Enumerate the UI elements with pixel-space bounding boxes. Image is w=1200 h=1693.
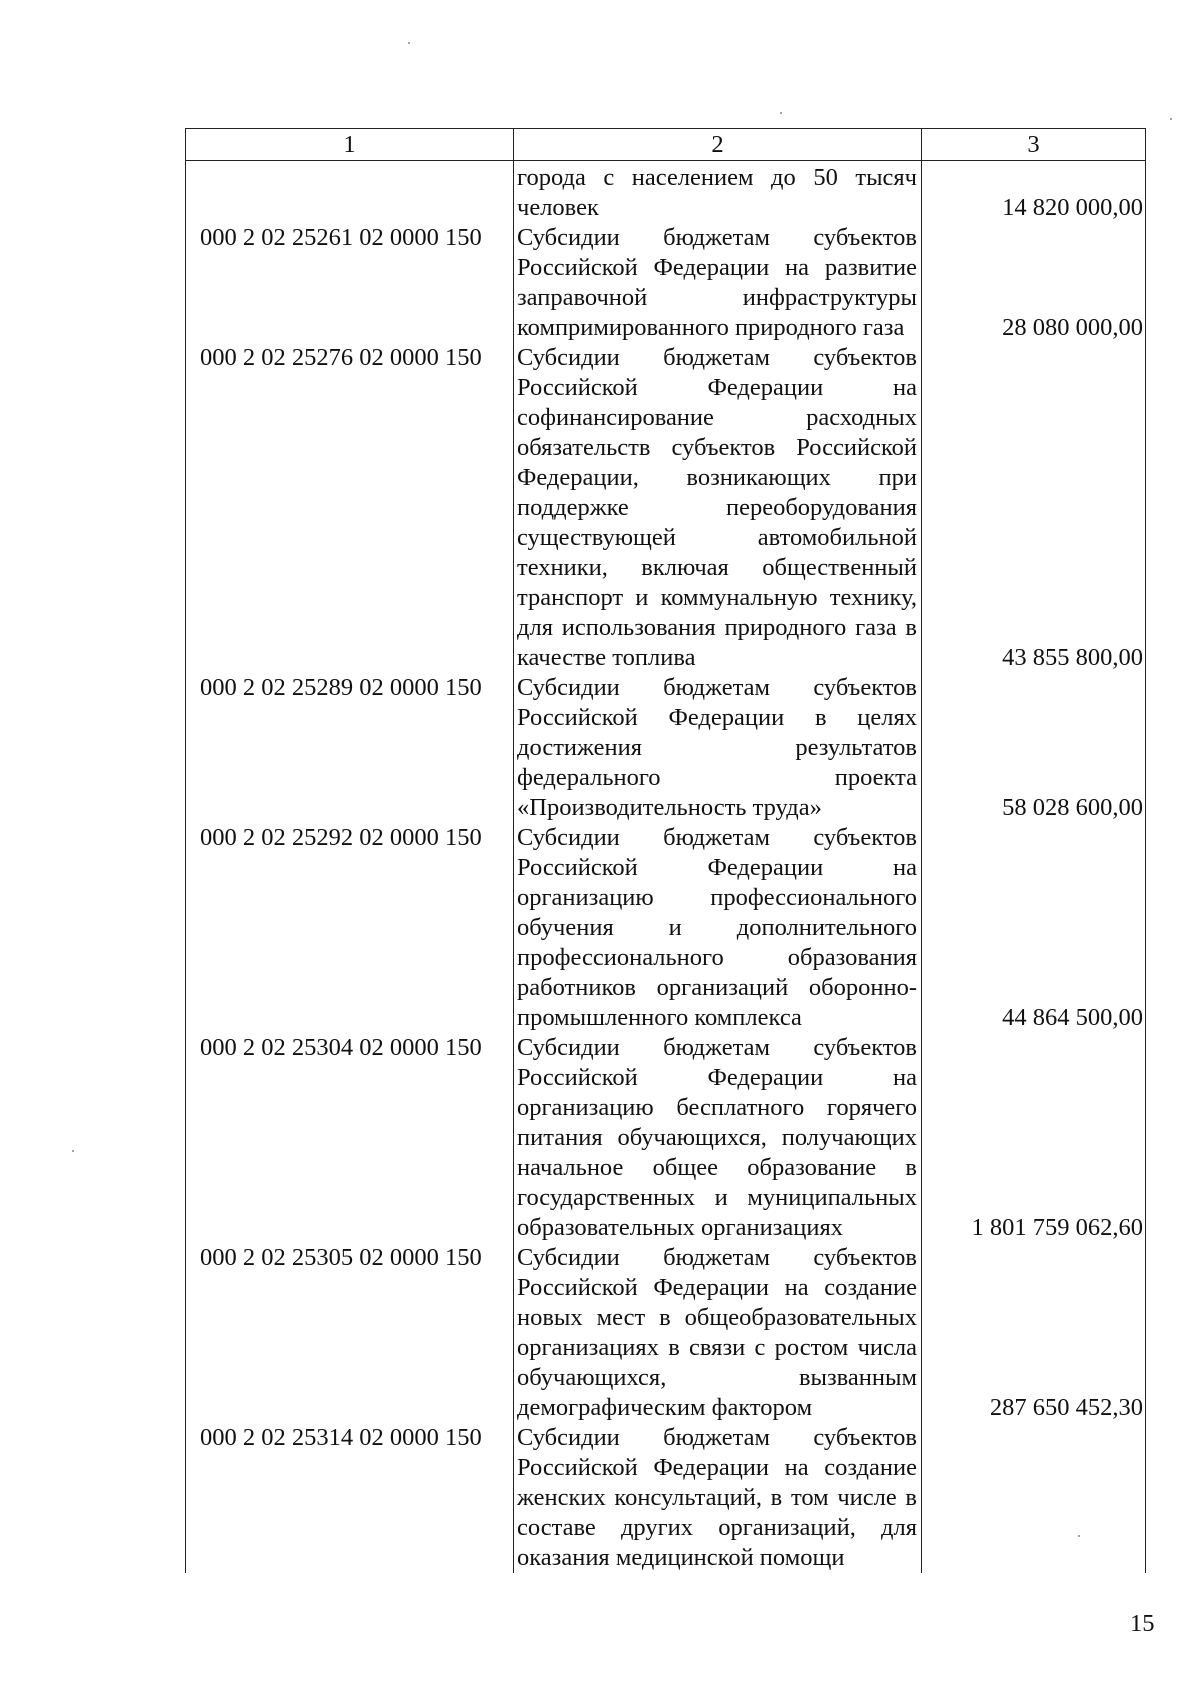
row-amount: 1 801 759 062,60 (922, 1033, 1146, 1243)
row-description: города с населением до 50 тысяч человек (514, 161, 922, 224)
column-header-1: 1 (186, 129, 514, 161)
row-amount: 14 820 000,00 (922, 161, 1146, 224)
row-description: Субсидии бюджетам субъектов Российской Федерации на создание женских консультаций, в том числе в составе других организаций, для оказания медицинской помощи (514, 1423, 922, 1573)
row-amount: 58 028 600,00 (922, 673, 1146, 823)
scan-speck (780, 112, 782, 114)
table-row (186, 343, 1146, 673)
column-header-2: 2 (514, 129, 922, 161)
table-row (186, 1423, 1146, 1573)
row-code: 000 2 02 25276 02 0000 150 (186, 343, 514, 673)
row-description: Субсидии бюджетам субъектов Российской Федерации на развитие заправочной инфраструктуры компримированного природного газа (514, 223, 922, 343)
row-description: Субсидии бюджетам субъектов Российской Федерации на создание новых мест в общеобразовательных организациях в связи с ростом числа обучающихся, вызванным демографическим фактором (514, 1243, 922, 1423)
scan-speck (1078, 1535, 1080, 1537)
row-description: Субсидии бюджетам субъектов Российской Федерации на организацию бесплатного горячего питания обучающихся, получающих начальное общее образование в государственных и муниципальных образовательных организациях (514, 1033, 922, 1243)
row-code: 000 2 02 25304 02 0000 150 (186, 1033, 514, 1243)
row-code (186, 161, 514, 224)
table-row (186, 823, 1146, 1033)
row-description: Субсидии бюджетам субъектов Российской Федерации на софинансирование расходных обязательств субъектов Российской Федерации, возникающих при поддержке переоборудования существующей автомобильной техники, включая общественный транспорт и коммунальную технику, для использования природного газа в качестве топлива (514, 343, 922, 673)
row-amount (922, 1423, 1146, 1573)
table-row (186, 223, 1146, 343)
table-row-continuation (186, 161, 1146, 224)
page-number: 15 (1130, 1610, 1155, 1637)
table-row (186, 673, 1146, 823)
row-description: Субсидии бюджетам субъектов Российской Федерации на организацию профессионального обучения и дополнительного профессионального образования работников организаций оборонно-промышленного комплекса (514, 823, 922, 1033)
row-amount: 44 864 500,00 (922, 823, 1146, 1033)
row-amount: 43 855 800,00 (922, 343, 1146, 673)
row-code: 000 2 02 25305 02 0000 150 (186, 1243, 514, 1423)
budget-table (185, 128, 1146, 1573)
row-amount: 287 650 452,30 (922, 1243, 1146, 1423)
scan-speck (72, 1150, 74, 1152)
row-code: 000 2 02 25314 02 0000 150 (186, 1423, 514, 1573)
row-code: 000 2 02 25289 02 0000 150 (186, 673, 514, 823)
table-row (186, 1243, 1146, 1423)
row-amount: 28 080 000,00 (922, 223, 1146, 343)
scan-speck (408, 42, 410, 44)
table-header-row (186, 129, 1146, 161)
row-code: 000 2 02 25292 02 0000 150 (186, 823, 514, 1033)
row-description: Субсидии бюджетам субъектов Российской Федерации в целях достижения результатов федерального проекта «Производительность труда» (514, 673, 922, 823)
column-header-3: 3 (922, 129, 1146, 161)
scan-speck (1170, 118, 1172, 120)
row-code: 000 2 02 25261 02 0000 150 (186, 223, 514, 343)
table-row (186, 1033, 1146, 1243)
